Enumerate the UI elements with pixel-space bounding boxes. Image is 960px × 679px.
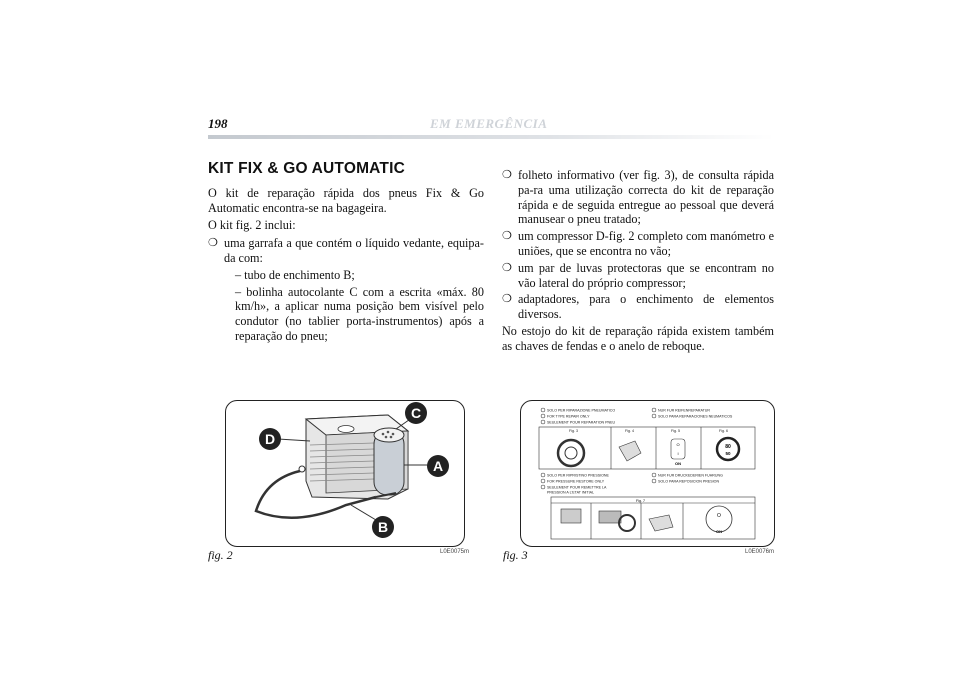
svg-text:D: D (264, 431, 276, 447)
svg-text:Fig. 4: Fig. 4 (625, 429, 634, 433)
page-header-number: 198 (208, 116, 228, 131)
intro-paragraph: O kit de reparação rápida dos pneus Fix & Go Automatic encontra-se na bagageira. (208, 185, 484, 215)
left-column (208, 162, 484, 346)
svg-text:FOR TYPE REPAIR ONLY: FOR TYPE REPAIR ONLY (547, 414, 590, 419)
svg-text:50: 50 (725, 451, 731, 456)
svg-text:SOLO PARA REPOSICION PRESION: SOLO PARA REPOSICION PRESION (658, 479, 720, 484)
svg-text:SEULEMENT POUR REPARATION PNEU: SEULEMENT POUR REPARATION PNEU (547, 420, 616, 425)
svg-text:Fig. 6: Fig. 6 (719, 429, 728, 433)
svg-text:NUR FUR REIFENREPARATUR: NUR FUR REIFENREPARATUR (658, 408, 710, 413)
list-item (208, 236, 484, 266)
svg-text:SOLO PARA REPARACIONES NEUMATI: SOLO PARA REPARACIONES NEUMATICOS (658, 414, 733, 419)
list-item-text: um compressor D-fig. 2 completo com manómetro e uniões, que se encontra no vão; (518, 229, 774, 258)
svg-text:Fig. 3: Fig. 3 (569, 429, 578, 433)
sub-list-item (208, 268, 484, 283)
svg-text:FOR PRESSURE RESTORE ONLY: FOR PRESSURE RESTORE ONLY (547, 479, 605, 484)
label-c-marker (405, 402, 427, 424)
includes-line: O kit fig. 2 inclui: (208, 218, 296, 233)
svg-text:SEULEMENT POUR REMETTRE LA: SEULEMENT POUR REMETTRE LA (547, 485, 607, 490)
section-title: KIT FIX & GO AUTOMATIC (208, 160, 405, 177)
label-b-marker (372, 516, 394, 538)
list-item (502, 229, 774, 259)
right-column (502, 168, 774, 357)
figure-2-caption: fig. 2 (208, 548, 233, 562)
list-item-text: adaptadores, para o enchimento de elementos diversos. (518, 292, 774, 322)
bullet-icon: ❍ (502, 292, 512, 306)
svg-text:NUR FUR DRUCKEDERIEN FUHRUNG: NUR FUR DRUCKEDERIEN FUHRUNG (658, 473, 723, 478)
svg-text:SOLO PER RIPRISTINO PRESSIONE: SOLO PER RIPRISTINO PRESSIONE (547, 473, 609, 478)
bullet-icon: ❍ (502, 229, 512, 243)
list-item (502, 261, 774, 291)
figure-3-frame (520, 400, 775, 547)
svg-text:Fig. 5: Fig. 5 (671, 429, 680, 433)
svg-text:PRESSION A L'ETAT INITIAL: PRESSION A L'ETAT INITIAL (547, 490, 595, 495)
figure-3-caption: fig. 3 (503, 548, 528, 562)
svg-text:I: I (677, 451, 679, 456)
compressor-kit-illustration (226, 401, 464, 546)
svg-text:O: O (676, 442, 680, 447)
svg-text:SOLO PER RIPARAZIONE PNEUMATIC: SOLO PER RIPARAZIONE PNEUMATICO (547, 408, 616, 413)
list-item-text: folheto informativo (ver fig. 3), de consulta rápida pa-ra uma utilização correcta do kit de reparação rápida e de seguida entregue ao pessoal que deverá manusear o pneu tratado; (518, 168, 774, 227)
svg-text:80: 80 (725, 444, 731, 450)
list-item-text: uma garrafa a que contém o líquido vedante, equipa-da com: (224, 236, 484, 265)
list-item-text: um par de luvas protectoras que se encontram no vão lateral do próprio compressor; (518, 260, 774, 290)
sub-list-item (208, 285, 484, 344)
sub-list-item-text: – bolinha autocolante C com a escrita «máx. 80 km/h», a aplicar numa posição bem visível pelo condutor (no tablier porta-instrumentos) após a reparação do pneu; (235, 284, 484, 343)
label-d-marker (259, 428, 281, 450)
list-item (502, 168, 774, 227)
svg-text:O: O (717, 513, 721, 519)
bullet-icon: ❍ (502, 260, 512, 274)
closing-paragraph: No estojo do kit de reparação rápida existem também as chaves de fendas e o anelo de reboque. (502, 323, 774, 353)
label-a-marker (427, 455, 449, 477)
info-leaflet-illustration (521, 401, 774, 546)
bullet-icon: ❍ (502, 168, 512, 181)
figure-2-code: L0E0075m (440, 549, 470, 555)
figure-3-code: L0E0076m (745, 549, 775, 555)
svg-text:C: C (410, 405, 422, 421)
header-rule (208, 135, 774, 139)
page-header-title: EM EMERGÊNCIA (430, 116, 548, 131)
svg-text:ON: ON (716, 529, 722, 534)
list-item (502, 292, 774, 322)
sub-list-item-text: – tubo de enchimento B; (235, 267, 355, 282)
figure-2-frame (225, 400, 465, 547)
svg-text:ON: ON (675, 461, 681, 466)
svg-text:B: B (377, 519, 389, 535)
svg-text:A: A (432, 458, 444, 474)
bullet-icon: ❍ (208, 236, 218, 250)
svg-text:Fig. 7: Fig. 7 (636, 499, 645, 503)
